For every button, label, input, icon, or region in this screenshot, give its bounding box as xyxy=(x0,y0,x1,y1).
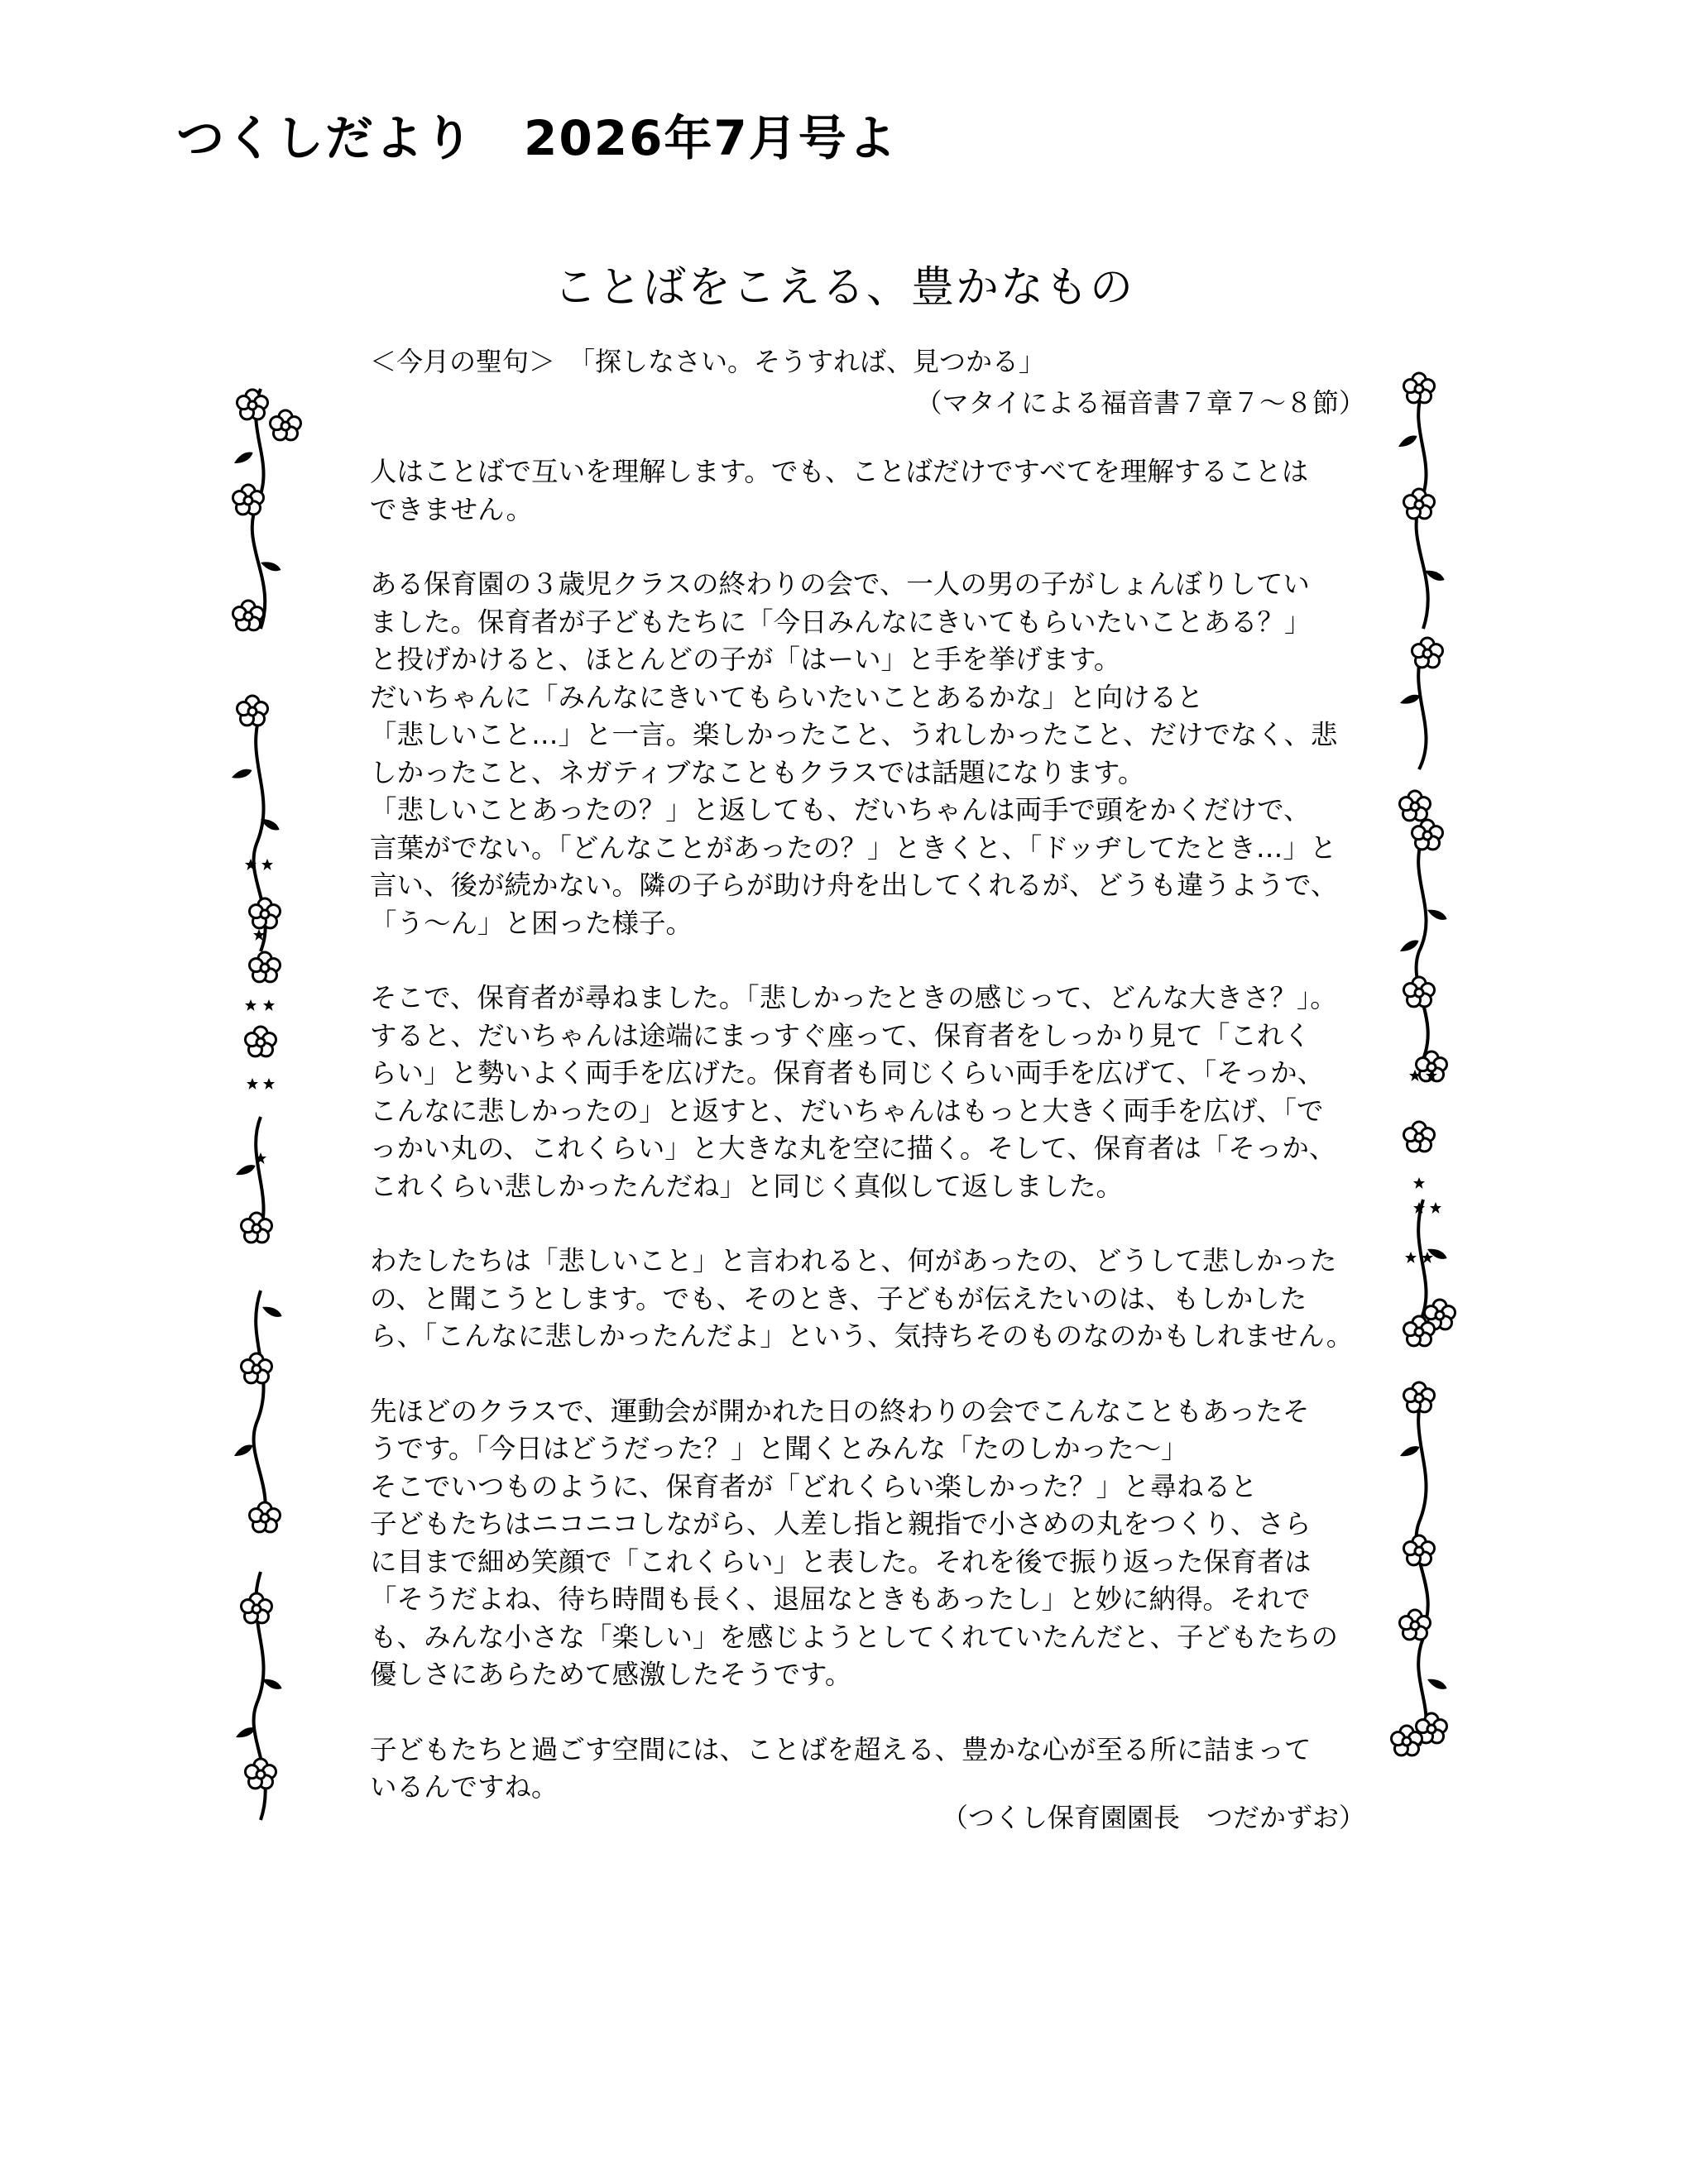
floral-border-right-icon xyxy=(1382,0,1489,2184)
paragraph-line: 子どもたちはニコニコしながら、人差し指と親指で小さめの丸をつくり、さら xyxy=(370,1508,1312,1540)
paragraph-line: ら、「こんなに悲しかったんだよ」という、気持ちそのものなのかもしれません。 xyxy=(370,1320,1354,1352)
paragraph-line: と投げかけると、ほとんどの子が「はーい」と手を挙げます。 xyxy=(370,644,1121,675)
newsletter-header: つくしだより 2026年7月号よ xyxy=(176,110,898,166)
paragraph-line: 優しさにあらためて感激したそうです。 xyxy=(370,1659,852,1690)
article-paragraph xyxy=(370,1731,1375,1807)
paragraph-line: すると、だいちゃんは途端にまっすぐ座って、保育者をしっかり見て「これく xyxy=(370,1019,1311,1051)
paragraph-line: しかったこと、ネガティブなこともクラスでは話題になります。 xyxy=(370,756,1145,788)
paragraph-line: 「う～ん」と困った様子。 xyxy=(370,907,693,939)
paragraph-line: っかい丸の、これくらい」と大きな丸を空に描く。そして、保育者は「そっか、 xyxy=(370,1133,1336,1164)
paragraph-line: 「悲しいこと…」と一言。楽しかったこと、うれしかったこと、だけでなく、悲 xyxy=(370,719,1338,750)
article-body xyxy=(370,453,1375,1844)
paragraph-line: 「そうだよね、待ち時間も長く、退屈なときもあったし」と妙に納得。それで xyxy=(370,1583,1311,1615)
paragraph-line: に目まで細め笑顔で「これくらい」と表した。それを後で振り返った保育者は xyxy=(370,1545,1312,1578)
paragraph-line: 「悲しいことあったの？」と返しても、だいちゃんは両手で頭をかくだけで、 xyxy=(370,794,1311,826)
paragraph-line: も、みんな小さな「楽しい」を感じようとしてくれていたんだと、子どもたちの xyxy=(370,1621,1339,1653)
paragraph-line: 子どもたちと過ごす空間には、ことばを超える、豊かな心が至る所に詰まって xyxy=(370,1733,1312,1765)
paragraph-line: ました。保育者が子どもたちに「今日みんなにきいてもらいたいことある？」 xyxy=(370,606,1312,638)
article-paragraph xyxy=(370,1243,1375,1356)
article-title: ことばをこえる、豊かなもの xyxy=(553,263,1134,313)
article-paragraph xyxy=(370,979,1375,1205)
paragraph-line: 人はことばで互いを理解します。でも、ことばだけですべてを理解することは xyxy=(370,456,1309,487)
paragraph-line: こんなに悲しかったの」と返すと、だいちゃんはもっと大きく両手を広げ、「で xyxy=(370,1094,1324,1127)
paragraph-line: そこでいつものように、保育者が「どれくらい楽しかった？」と尋ねると xyxy=(370,1470,1258,1502)
floral-border-left-icon xyxy=(211,0,319,2184)
article-paragraph xyxy=(370,453,1375,529)
author-signature: （つくし保育園園長 つだかずお） xyxy=(941,1802,1365,1833)
paragraph-line: わたしたちは「悲しいこと」と言われると、何があったの、どうして悲しかった xyxy=(370,1245,1337,1276)
paragraph-line: そこで、保育者が尋ねました。「悲しかったときの感じって、どんな大きさ？」。 xyxy=(370,982,1337,1013)
paragraph-line: これくらい悲しかったんだね」と同じく真似して返しました。 xyxy=(370,1170,1124,1202)
paragraph-line: うです。「今日はどうだった？」と聞くとみんな「たのしかった～」 xyxy=(370,1433,1188,1464)
monthly-verse: ＜今月の聖句＞ 「探しなさい。そうすれば、見つかる」 xyxy=(370,346,1046,377)
paragraph-line: いるんですね。 xyxy=(370,1771,559,1803)
article-paragraph xyxy=(370,566,1375,942)
paragraph-line: の、と聞こうとします。でも、そのとき、子どもが伝えたいのは、もしかした xyxy=(370,1282,1307,1315)
paragraph-line: らい」と勢いよく両手を広げた。保育者も同じくらい両手を広げて、「そっか、 xyxy=(370,1057,1325,1089)
paragraph-line: 先ほどのクラスで、運動会が開かれた日の終わりの会でこんなこともあったそ xyxy=(370,1395,1310,1427)
paragraph-line: 言葉がでない。「どんなことがあったの？」ときくと、「ドッヂしてたとき…」と xyxy=(370,831,1337,864)
paragraph-line: ある保育園の３歳児クラスの終わりの会で、一人の男の子がしょんぼりしてい xyxy=(370,568,1310,600)
paragraph-line: 言い、後が続かない。隣の子らが助け舟を出してくれるが、どうも違うようで、 xyxy=(370,869,1338,901)
verse-reference: （マタイによる福音書７章７～８節） xyxy=(915,387,1365,419)
paragraph-line: できません。 xyxy=(370,493,533,525)
article-paragraph xyxy=(370,1393,1375,1694)
paragraph-line: だいちゃんに「みんなにきいてもらいたいことあるかな」と向けると xyxy=(370,681,1204,713)
